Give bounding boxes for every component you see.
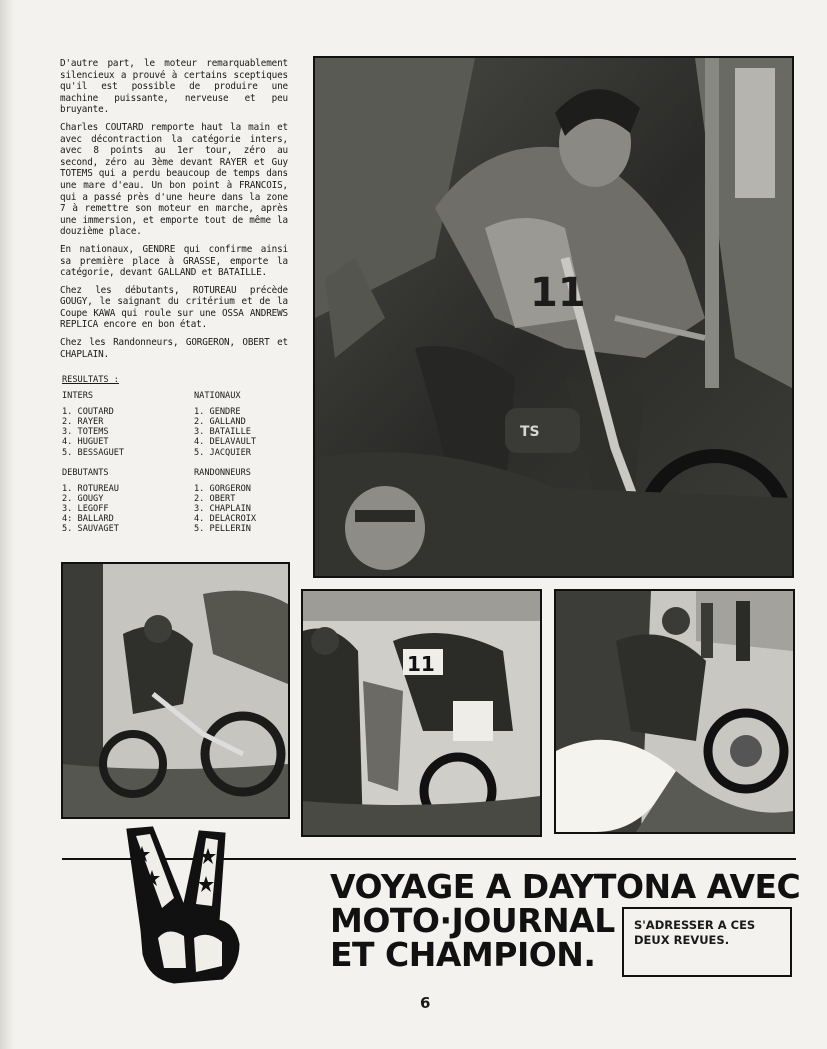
results-section: [62, 375, 302, 534]
article-paragraph: Chez les débutants, ROTUREAU précède GOUGY, le saignant du critérium et de la Coupe KAWA qui roule sur une OSSA ANDREWS REPLICA encore en bon état.: [60, 284, 288, 331]
ranking-entry: 1. COUTARD: [62, 407, 114, 418]
results-category-randonneurs: [194, 468, 302, 535]
ranking-entry: 2. OBERT: [194, 493, 236, 504]
results-heading: RESULTATS :: [62, 375, 119, 385]
page-edge-shadow: [0, 0, 14, 1049]
ranking-entry: 1. GENDRE: [194, 407, 241, 418]
article-paragraph: En nationaux, GENDRE qui confirme ainsi sa première place à GRASSE, emporte la catégorie, devant GALLAND et BATAILLE.: [60, 243, 288, 279]
tank-logo: TS: [520, 424, 540, 440]
photo-rider-spectators: [301, 589, 542, 837]
ranking-entry: 2. RAYER: [62, 417, 104, 428]
ranking-entry: 3. BATAILLE: [194, 427, 251, 438]
ranking-list: [62, 484, 194, 534]
ranking-list: [194, 407, 302, 457]
article-paragraph: D'autre part, le moteur remarquablement silencieux a prouvé à certains sceptiques qu'il est possible de produire une machine puissante, nerveuse et peu bruyante.: [60, 58, 288, 116]
ranking-entry: 3. TOTEMS: [62, 427, 109, 438]
peace-hand-icon: [122, 826, 247, 986]
photo-main-rider: [313, 56, 794, 578]
ranking-entry: 5. BESSAGUET: [62, 447, 125, 458]
photo-main-image: [315, 58, 792, 576]
photo-b-image: [303, 591, 540, 835]
results-grid: [62, 391, 302, 534]
ranking-entry: 4. DELACROIX: [194, 514, 257, 525]
article-paragraph: Charles COUTARD remporte haut la main et avec décontraction la catégorie inters, avec 8 points au 1er tour, zéro au second, zéro au 3ème devant RAYER et Guy TOTEMS qui a perdu beaucoup de temps dans une mare d'eau. Un bon point à FRANCOIS, qui a passé près d'une heure dans la zone 7 à remettre son moteur en marche, après une immersion, et emporte tout de même la douzième place.: [60, 121, 288, 238]
results-category-debutants: [62, 468, 194, 535]
photo-rider-slope: [61, 562, 290, 819]
photo-c-image: [556, 591, 793, 832]
ranking-entry: 1. ROTUREAU: [62, 483, 119, 494]
article-text-column: [60, 58, 288, 366]
promo-line: MOTO·JOURNAL: [330, 901, 615, 940]
ranking-entry: 2. GOUGY: [62, 493, 104, 504]
article-paragraph: Chez les Randonneurs, GORGERON, OBERT et CHAPLAIN.: [60, 337, 288, 360]
ranking-list: [194, 484, 302, 534]
results-category-inters: [62, 391, 194, 458]
peace-hand-stars-graphic: [122, 826, 247, 986]
ranking-entry: 2. GALLAND: [194, 417, 246, 428]
ranking-entry: 4. HUGUET: [62, 437, 109, 448]
category-title: RANDONNEURS: [194, 467, 251, 478]
ranking-entry: 1. GORGERON: [194, 483, 251, 494]
ranking-entry: 3. CHAPLAIN: [194, 503, 251, 514]
photo-rider-water-splash: [554, 589, 795, 834]
promo-line: VOYAGE A DAYTONA AVEC: [330, 867, 801, 906]
photo-a-image: [63, 564, 288, 817]
spectator-plate-number-upper: 11: [407, 652, 435, 676]
ranking-list: [62, 407, 194, 457]
rider-plate-number: 11: [530, 270, 586, 316]
category-title: NATIONAUX: [194, 391, 241, 402]
ranking-entry: 4: BALLARD: [62, 514, 114, 525]
contact-info-box: S'ADRESSER A CES DEUX REVUES.: [622, 907, 792, 977]
ranking-entry: 5. SAUVAGET: [62, 524, 119, 535]
category-title: INTERS: [62, 391, 94, 402]
ranking-entry: 3. LEGOFF: [62, 503, 109, 514]
ranking-entry: 5. PELLERIN: [194, 524, 251, 535]
category-title: DEBUTANTS: [62, 467, 109, 478]
promo-line: ET CHAMPION.: [330, 935, 596, 974]
ranking-entry: 5. JACQUIER: [194, 447, 251, 458]
page-number: 6: [420, 994, 431, 1012]
results-category-nationaux: [194, 391, 302, 458]
ranking-entry: 4. DELAVAULT: [194, 437, 257, 448]
